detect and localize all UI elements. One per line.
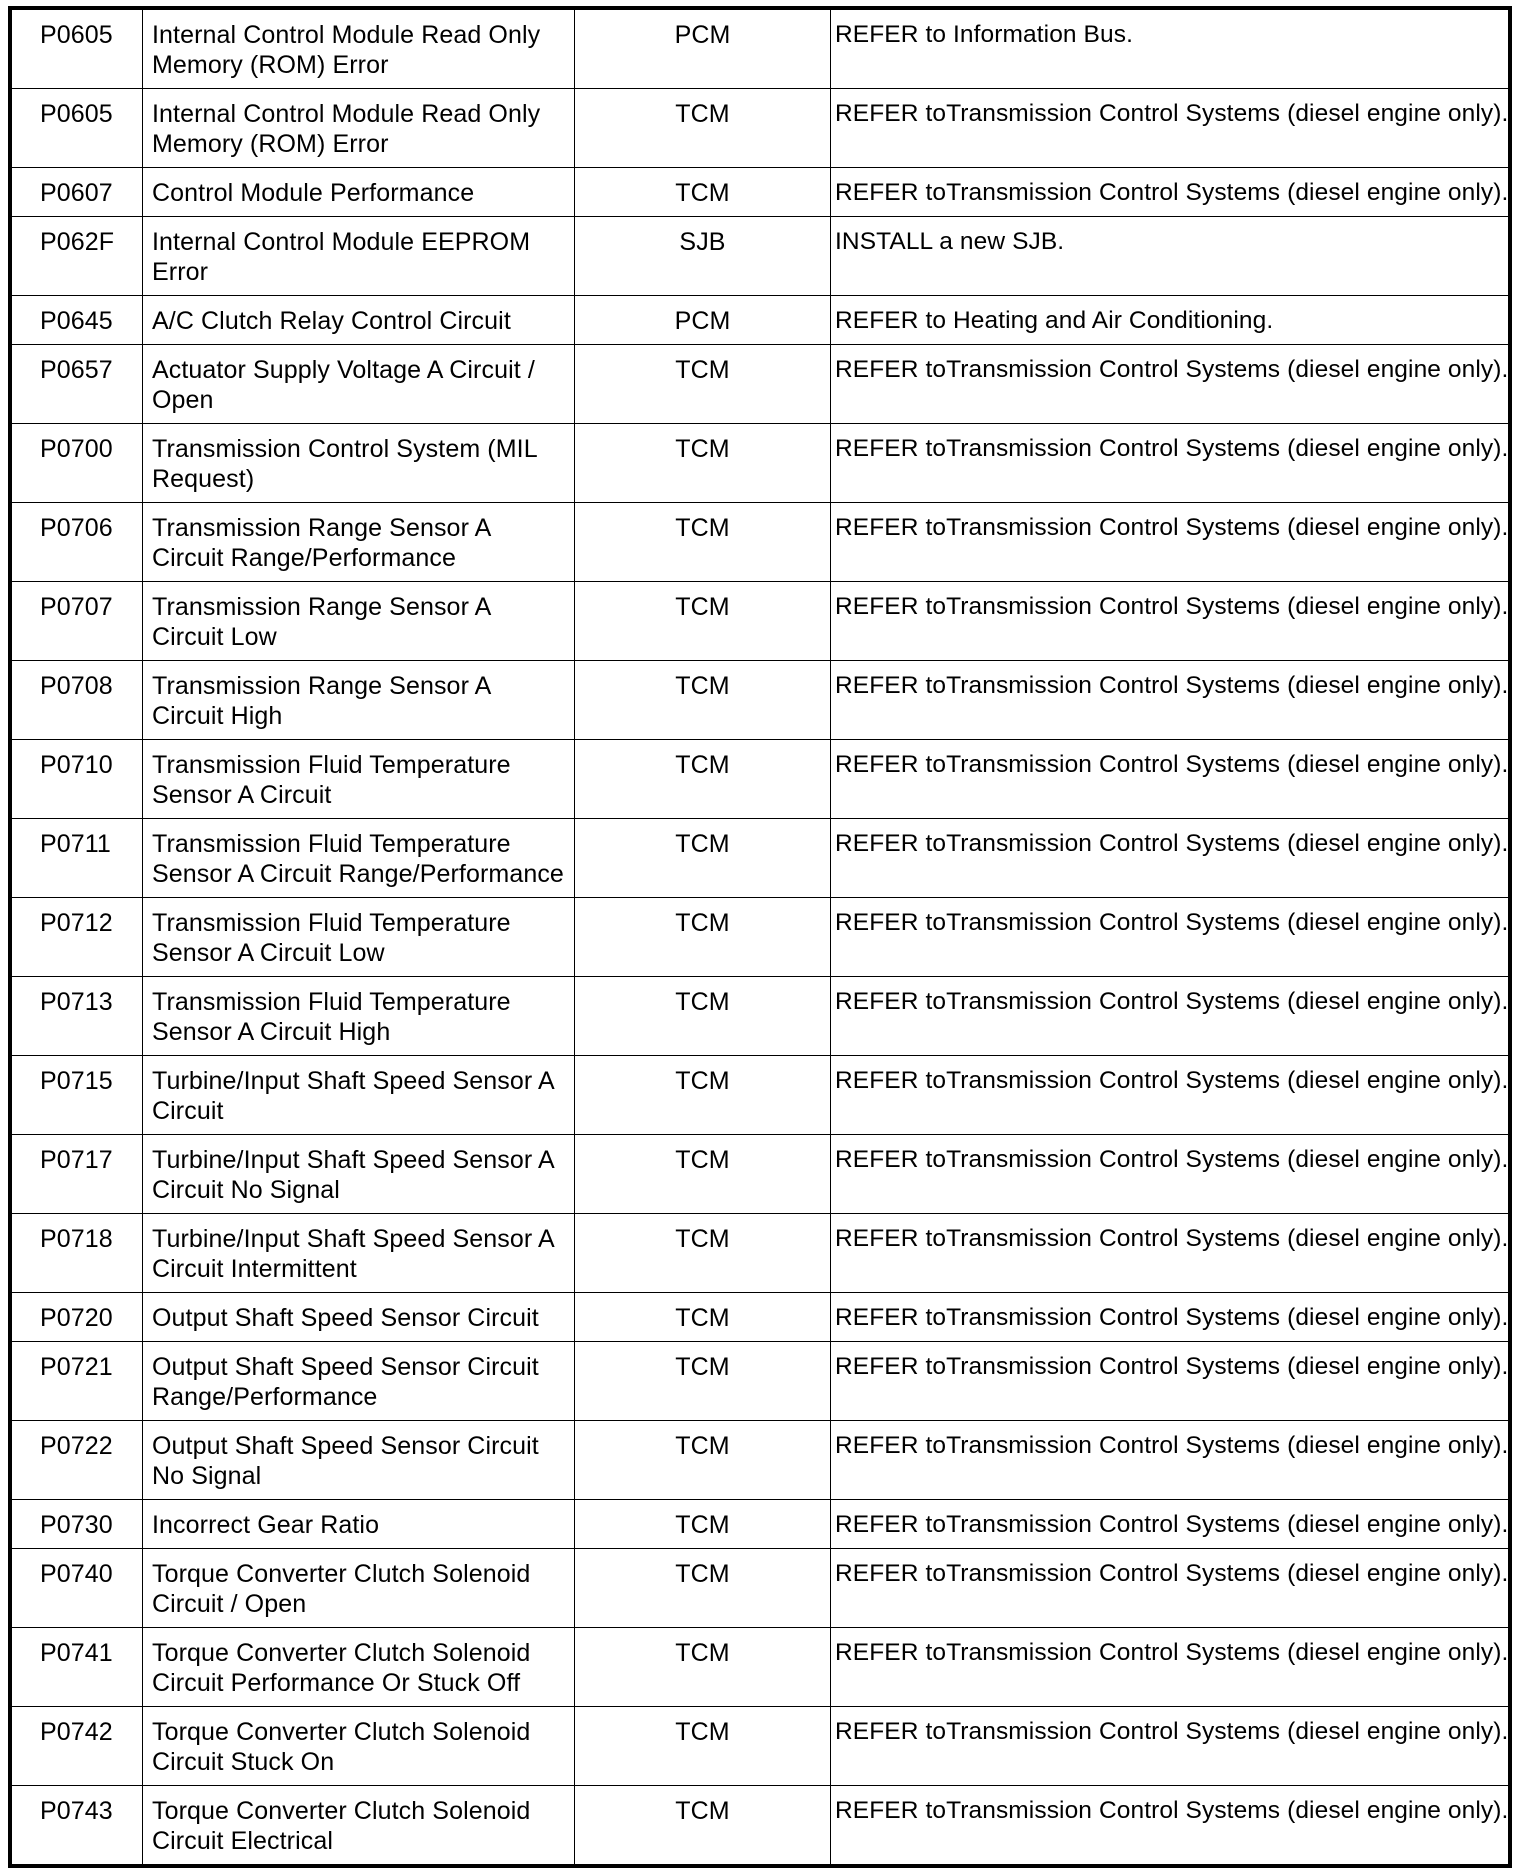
- dtc-table-frame: [8, 6, 1512, 1868]
- dtc-description-line-1: Transmission Range Sensor A: [152, 514, 492, 542]
- dtc-description-line-1: Turbine/Input Shaft Speed Sensor A: [152, 1146, 555, 1174]
- dtc-action: REFER toTransmission Control Systems (diesel engine only).: [831, 582, 1509, 661]
- dtc-action: REFER toTransmission Control Systems (diesel engine only).: [831, 503, 1509, 582]
- dtc-table: [11, 9, 1509, 1865]
- table-row: [12, 1549, 1509, 1628]
- table-row: [12, 1293, 1509, 1342]
- dtc-code: P0708: [12, 661, 143, 740]
- table-row: [12, 1056, 1509, 1135]
- table-row: [12, 977, 1509, 1056]
- dtc-description-line-2: Sensor A Circuit Low: [152, 939, 385, 967]
- dtc-module: TCM: [575, 740, 831, 819]
- dtc-module: TCM: [575, 661, 831, 740]
- table-row: [12, 1707, 1509, 1786]
- dtc-table-body: [12, 10, 1509, 1865]
- dtc-description-line-2: Circuit Range/Performance: [152, 544, 457, 572]
- dtc-module: TCM: [575, 503, 831, 582]
- dtc-description: [143, 1786, 575, 1865]
- dtc-description-line-2: Error: [152, 258, 209, 286]
- dtc-description: [143, 1549, 575, 1628]
- dtc-code: P0706: [12, 503, 143, 582]
- dtc-code: P0742: [12, 1707, 143, 1786]
- dtc-code: P0721: [12, 1342, 143, 1421]
- dtc-description-line-1: Turbine/Input Shaft Speed Sensor A: [152, 1067, 555, 1095]
- dtc-module: TCM: [575, 1500, 831, 1549]
- dtc-description-line-1: Torque Converter Clutch Solenoid: [152, 1560, 531, 1588]
- dtc-module: TCM: [575, 1342, 831, 1421]
- dtc-action: REFER toTransmission Control Systems (diesel engine only).: [831, 1293, 1509, 1342]
- dtc-description: [143, 217, 575, 296]
- dtc-description: [143, 1135, 575, 1214]
- dtc-description-line-1: A/C Clutch Relay Control Circuit: [152, 307, 511, 335]
- dtc-description-line-2: No Signal: [152, 1462, 262, 1490]
- dtc-description: [143, 1056, 575, 1135]
- dtc-description: [143, 977, 575, 1056]
- dtc-action: REFER toTransmission Control Systems (diesel engine only).: [831, 898, 1509, 977]
- dtc-module: TCM: [575, 1786, 831, 1865]
- dtc-description: [143, 1214, 575, 1293]
- table-row: [12, 582, 1509, 661]
- dtc-code: P0718: [12, 1214, 143, 1293]
- table-row: [12, 345, 1509, 424]
- dtc-code: P0713: [12, 977, 143, 1056]
- dtc-description-line-1: Torque Converter Clutch Solenoid: [152, 1797, 531, 1825]
- dtc-description: [143, 89, 575, 168]
- dtc-action: REFER toTransmission Control Systems (diesel engine only).: [831, 1214, 1509, 1293]
- dtc-description-line-2: Circuit High: [152, 702, 283, 730]
- table-row: [12, 740, 1509, 819]
- dtc-description-line-2: Open: [152, 386, 214, 414]
- dtc-module: TCM: [575, 168, 831, 217]
- dtc-action: REFER toTransmission Control Systems (diesel engine only).: [831, 1500, 1509, 1549]
- dtc-module: TCM: [575, 819, 831, 898]
- dtc-description-line-1: Actuator Supply Voltage A Circuit /: [152, 356, 535, 384]
- dtc-description: [143, 168, 575, 217]
- dtc-description: [143, 898, 575, 977]
- dtc-code: P0712: [12, 898, 143, 977]
- dtc-description: [143, 10, 575, 89]
- dtc-module: TCM: [575, 345, 831, 424]
- dtc-description-line-1: Output Shaft Speed Sensor Circuit: [152, 1304, 539, 1332]
- dtc-code: P0605: [12, 89, 143, 168]
- dtc-action: REFER toTransmission Control Systems (diesel engine only).: [831, 661, 1509, 740]
- dtc-code: P0741: [12, 1628, 143, 1707]
- dtc-description-line-1: Transmission Fluid Temperature: [152, 830, 511, 858]
- dtc-code: P0707: [12, 582, 143, 661]
- dtc-module: TCM: [575, 1421, 831, 1500]
- dtc-action: REFER toTransmission Control Systems (diesel engine only).: [831, 819, 1509, 898]
- dtc-description: [143, 819, 575, 898]
- table-row: [12, 1421, 1509, 1500]
- dtc-description-line-1: Transmission Fluid Temperature: [152, 751, 511, 779]
- dtc-action: REFER toTransmission Control Systems (diesel engine only).: [831, 345, 1509, 424]
- dtc-module: TCM: [575, 424, 831, 503]
- dtc-description-line-2: Circuit / Open: [152, 1590, 307, 1618]
- dtc-description: [143, 1500, 575, 1549]
- table-row: [12, 10, 1509, 89]
- dtc-description-line-2: Sensor A Circuit High: [152, 1018, 391, 1046]
- dtc-description-line-2: Circuit Electrical: [152, 1827, 333, 1855]
- dtc-description: [143, 345, 575, 424]
- dtc-code: P0743: [12, 1786, 143, 1865]
- dtc-action: REFER toTransmission Control Systems (diesel engine only).: [831, 1628, 1509, 1707]
- dtc-code: P0730: [12, 1500, 143, 1549]
- dtc-action: REFER toTransmission Control Systems (diesel engine only).: [831, 1786, 1509, 1865]
- dtc-description: [143, 661, 575, 740]
- dtc-description-line-1: Turbine/Input Shaft Speed Sensor A: [152, 1225, 555, 1253]
- dtc-description-line-1: Transmission Range Sensor A: [152, 672, 492, 700]
- dtc-description-line-1: Torque Converter Clutch Solenoid: [152, 1718, 531, 1746]
- dtc-description-line-1: Torque Converter Clutch Solenoid: [152, 1639, 531, 1667]
- table-row: [12, 217, 1509, 296]
- dtc-module: SJB: [575, 217, 831, 296]
- dtc-code: P0710: [12, 740, 143, 819]
- dtc-description: [143, 1421, 575, 1500]
- dtc-description: [143, 1707, 575, 1786]
- dtc-module: TCM: [575, 582, 831, 661]
- dtc-description-line-1: Transmission Control System (MIL: [152, 435, 538, 463]
- dtc-module: TCM: [575, 898, 831, 977]
- dtc-code: P0711: [12, 819, 143, 898]
- dtc-description: [143, 1628, 575, 1707]
- dtc-code: P0700: [12, 424, 143, 503]
- dtc-code: P0605: [12, 10, 143, 89]
- dtc-code: P0722: [12, 1421, 143, 1500]
- dtc-module: TCM: [575, 1628, 831, 1707]
- dtc-description: [143, 1342, 575, 1421]
- table-row: [12, 1214, 1509, 1293]
- table-row: [12, 898, 1509, 977]
- dtc-description-line-1: Transmission Range Sensor A: [152, 593, 492, 621]
- dtc-module: TCM: [575, 1549, 831, 1628]
- dtc-description-line-1: Output Shaft Speed Sensor Circuit: [152, 1432, 539, 1460]
- dtc-description-line-2: Circuit No Signal: [152, 1176, 340, 1204]
- dtc-description-line-2: Memory (ROM) Error: [152, 130, 389, 158]
- dtc-code: P0717: [12, 1135, 143, 1214]
- dtc-action: REFER to Heating and Air Conditioning.: [831, 296, 1509, 345]
- dtc-description-line-1: Control Module Performance: [152, 179, 475, 207]
- dtc-module: PCM: [575, 10, 831, 89]
- table-row: [12, 89, 1509, 168]
- table-row: [12, 819, 1509, 898]
- dtc-action: REFER toTransmission Control Systems (diesel engine only).: [831, 1421, 1509, 1500]
- table-row: [12, 296, 1509, 345]
- dtc-module: TCM: [575, 1135, 831, 1214]
- dtc-code: P0740: [12, 1549, 143, 1628]
- dtc-description-line-2: Sensor A Circuit: [152, 781, 332, 809]
- dtc-description-line-2: Request): [152, 465, 255, 493]
- dtc-description-line-1: Internal Control Module Read Only: [152, 21, 541, 49]
- dtc-description-line-1: Internal Control Module EEPROM: [152, 228, 531, 256]
- dtc-description-line-2: Circuit Low: [152, 623, 277, 651]
- dtc-description-line-1: Transmission Fluid Temperature: [152, 909, 511, 937]
- table-row: [12, 1500, 1509, 1549]
- dtc-action: REFER toTransmission Control Systems (diesel engine only).: [831, 168, 1509, 217]
- dtc-code: P062F: [12, 217, 143, 296]
- dtc-code: P0607: [12, 168, 143, 217]
- dtc-code: P0715: [12, 1056, 143, 1135]
- dtc-module: TCM: [575, 977, 831, 1056]
- dtc-action: REFER toTransmission Control Systems (diesel engine only).: [831, 740, 1509, 819]
- dtc-action: REFER to Information Bus.: [831, 10, 1509, 89]
- dtc-description-line-2: Memory (ROM) Error: [152, 51, 389, 79]
- dtc-description-line-1: Internal Control Module Read Only: [152, 100, 541, 128]
- dtc-description: [143, 1293, 575, 1342]
- dtc-module: PCM: [575, 296, 831, 345]
- dtc-action: REFER toTransmission Control Systems (diesel engine only).: [831, 424, 1509, 503]
- dtc-action: REFER toTransmission Control Systems (diesel engine only).: [831, 89, 1509, 168]
- dtc-description-line-1: Transmission Fluid Temperature: [152, 988, 511, 1016]
- dtc-action: REFER toTransmission Control Systems (diesel engine only).: [831, 1056, 1509, 1135]
- table-row: [12, 424, 1509, 503]
- dtc-description-line-1: Incorrect Gear Ratio: [152, 1511, 380, 1539]
- dtc-action: REFER toTransmission Control Systems (diesel engine only).: [831, 977, 1509, 1056]
- dtc-action: REFER toTransmission Control Systems (diesel engine only).: [831, 1135, 1509, 1214]
- dtc-code: P0720: [12, 1293, 143, 1342]
- dtc-description: [143, 503, 575, 582]
- table-row: [12, 503, 1509, 582]
- dtc-action: INSTALL a new SJB.: [831, 217, 1509, 296]
- dtc-description: [143, 424, 575, 503]
- dtc-code: P0645: [12, 296, 143, 345]
- dtc-module: TCM: [575, 1707, 831, 1786]
- dtc-module: TCM: [575, 89, 831, 168]
- dtc-description-line-2: Circuit Performance Or Stuck Off: [152, 1669, 521, 1697]
- dtc-description-line-2: Circuit: [152, 1097, 224, 1125]
- dtc-module: TCM: [575, 1214, 831, 1293]
- table-row: [12, 1342, 1509, 1421]
- dtc-code: P0657: [12, 345, 143, 424]
- table-row: [12, 661, 1509, 740]
- dtc-module: TCM: [575, 1293, 831, 1342]
- dtc-description-line-1: Output Shaft Speed Sensor Circuit: [152, 1353, 539, 1381]
- dtc-description: [143, 582, 575, 661]
- dtc-description-line-2: Circuit Intermittent: [152, 1255, 357, 1283]
- dtc-module: TCM: [575, 1056, 831, 1135]
- dtc-description: [143, 740, 575, 819]
- table-row: [12, 1786, 1509, 1865]
- dtc-action: REFER toTransmission Control Systems (diesel engine only).: [831, 1342, 1509, 1421]
- dtc-description-line-2: Sensor A Circuit Range/Performance: [152, 860, 564, 888]
- dtc-action: REFER toTransmission Control Systems (diesel engine only).: [831, 1549, 1509, 1628]
- dtc-description-line-2: Range/Performance: [152, 1383, 378, 1411]
- dtc-description: [143, 296, 575, 345]
- dtc-action: REFER toTransmission Control Systems (diesel engine only).: [831, 1707, 1509, 1786]
- table-row: [12, 1628, 1509, 1707]
- dtc-description-line-2: Circuit Stuck On: [152, 1748, 335, 1776]
- table-row: [12, 1135, 1509, 1214]
- table-row: [12, 168, 1509, 217]
